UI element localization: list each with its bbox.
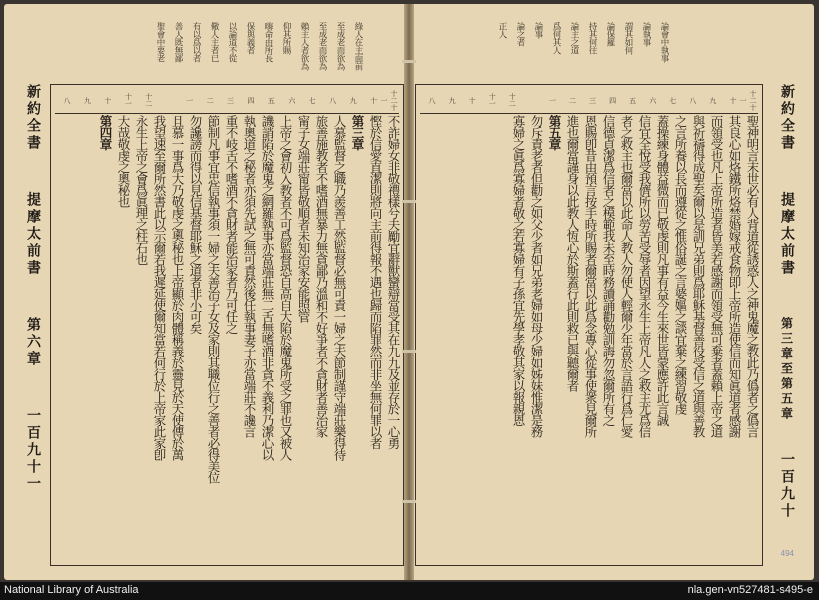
book-gutter bbox=[404, 4, 414, 580]
line-number: 十 bbox=[103, 96, 112, 104]
margin-note: 至成老而欲為 bbox=[317, 22, 327, 70]
margin-note: 至成老而欲為 bbox=[335, 22, 345, 70]
left-text-frame bbox=[50, 84, 404, 566]
left-header-book: 提摩太前書 bbox=[25, 192, 41, 277]
line-number: 八 bbox=[63, 96, 71, 104]
margin-note: 保與義者 bbox=[245, 22, 255, 54]
line-number: 一 bbox=[185, 96, 194, 104]
margin-note: 論會中執事 bbox=[659, 22, 669, 62]
text-column: 第三章 bbox=[350, 115, 365, 150]
footer-source: National Library of Australia bbox=[4, 584, 139, 596]
line-number: 一 bbox=[548, 96, 557, 104]
text-column: 信德貞潔爲信者之模範我未至時務讀誦勸勉訓誨勿忽爾所有之 bbox=[601, 115, 616, 426]
margin-note: 聖會中要老 bbox=[155, 22, 165, 62]
right-header-chapters: 第三章至第五章 bbox=[779, 317, 794, 422]
margin-note: 正人 bbox=[497, 22, 507, 38]
line-number: 四 bbox=[608, 96, 617, 104]
text-column: 我望速至爾所然書此以示爾若我遲延使爾知當若何行於上帝家此家卽 bbox=[152, 115, 167, 460]
text-column: 勿讒謗而得以見信基督耶穌之道者非小可矣 bbox=[188, 115, 203, 334]
right-header-title: 新約全書 bbox=[779, 84, 795, 152]
margin-note: 仰其所賜 bbox=[281, 22, 291, 54]
line-number: 六 bbox=[287, 96, 296, 104]
left-line-numbers bbox=[55, 87, 399, 114]
margin-note: 儆人主者已 bbox=[209, 22, 219, 62]
line-number: 八 bbox=[428, 96, 436, 104]
text-column: 甯子女端莊甯皆敬順者未知治家安能照管 bbox=[296, 115, 311, 322]
text-column: 與祈禱得成聖矣爾以是訓兄弟則爲耶穌基督善役受信之道與善教 bbox=[691, 115, 706, 437]
footer-id: nla.gen-vn527481-s495-e bbox=[687, 584, 813, 596]
binding-stitch bbox=[402, 200, 416, 203]
line-number: 十二 bbox=[144, 93, 153, 107]
text-column: 旅善施教者不嗜酒無暴力無貪鄙乃溫和不好爭者不貪財者善治家 bbox=[314, 115, 329, 437]
line-number: 五 bbox=[267, 96, 276, 104]
text-column: 第五章 bbox=[547, 115, 562, 150]
text-column: 大哉敬虔之奧秘也 bbox=[116, 115, 131, 207]
margin-note: 論主之道 bbox=[569, 22, 579, 54]
text-column: 人慕監督之職乃羨善工然監督必無可責一婦之夫節制謹守端莊樂得待 bbox=[332, 115, 347, 460]
text-column: 第四章 bbox=[98, 115, 113, 150]
margin-note: 綠人在主面前 bbox=[353, 22, 363, 70]
margin-note: 有以爲以者 bbox=[191, 22, 201, 62]
margin-note: 論執事 bbox=[641, 22, 651, 46]
text-column: 聖神明言末世必有人背道從誘惑人之神鬼魔之教此乃僞者之僞言 bbox=[745, 115, 760, 437]
left-text-columns bbox=[55, 115, 399, 561]
margin-note: 善人既無鄙 bbox=[173, 22, 183, 62]
text-column: 執奧道之秘者亦須先試之無可責然後任執事妻子亦當端莊不讒言 bbox=[242, 115, 257, 437]
right-page-number: 一百九十 bbox=[779, 452, 795, 520]
binding-stitch bbox=[402, 350, 416, 353]
right-header-book: 提摩太前書 bbox=[779, 192, 795, 277]
line-number: 九 bbox=[448, 96, 457, 104]
right-line-numbers bbox=[420, 87, 758, 114]
text-column: 上帝之會初入教者不可爲監督恐自高自大陷於魔鬼所受之罪也又被人 bbox=[278, 115, 293, 460]
line-number: 七 bbox=[668, 96, 677, 104]
text-column: 其良心如烙鐵所烙禁婚嫁戒食物即上帝所造使信而知眞道者感謝 bbox=[727, 115, 742, 437]
text-column: 之言所養以長而遵從之惟俗誕之言婆嫗之談宜棄之練習敬虔 bbox=[673, 115, 688, 414]
line-number bbox=[157, 87, 174, 113]
text-column: 永生上帝之會爲眞理之柱石也 bbox=[134, 115, 149, 265]
pencil-mark: 494 bbox=[780, 549, 794, 558]
line-number: 九 bbox=[708, 96, 717, 104]
text-column: 譏誚陷於魔鬼之網羅執事亦當端莊無二舌無嗜酒非貪不義利乃潔心以 bbox=[260, 115, 275, 460]
line-number: 五 bbox=[628, 96, 637, 104]
footer-bar bbox=[0, 582, 819, 600]
line-number: 十一 bbox=[124, 93, 133, 107]
line-number: 四 bbox=[246, 96, 255, 104]
line-number: 三 bbox=[226, 96, 235, 104]
line-number: 九 bbox=[349, 96, 358, 104]
text-column: 不詐婦女非敬禮樣兮夫勵宜辭獸蠻辯當受其在九九及並存於一心勇 bbox=[386, 115, 401, 449]
margin-note: 謂其如何 bbox=[623, 22, 633, 54]
text-column: 者之救主也爾當以此命人教人勿使人輕爾少年當於言語行爲仁愛 bbox=[619, 115, 634, 437]
text-column: 而領受也凡上帝所造者皆美若感謝而領受無可棄者蓋賴上帝之道 bbox=[709, 115, 724, 437]
text-column: 重不岐舌不嗜酒不貪財者能治家者乃可任之 bbox=[224, 115, 239, 334]
line-number: 六 bbox=[648, 96, 657, 104]
text-column: 節制凡事宜忠信執事須一婦之夫善治子女及家則其職位行之善者必得美位 bbox=[206, 115, 221, 483]
line-number: 十 bbox=[468, 96, 477, 104]
line-number: 八 bbox=[688, 96, 697, 104]
margin-note: 持其何往 bbox=[587, 22, 597, 54]
line-number: 八 bbox=[328, 96, 337, 104]
line-number bbox=[520, 87, 537, 113]
text-column: 勿斥責老者但勸之如父少者如兄弟老婦如母少婦如姊妹惟潔是務 bbox=[529, 115, 544, 437]
text-column: 信宜全悅受我儕所以勞苦受辱者因望永生上帝凡人之救主尤爲信 bbox=[637, 115, 652, 437]
line-number: 三 bbox=[588, 96, 597, 104]
binding-stitch bbox=[402, 500, 416, 503]
left-header-title: 新約全書 bbox=[25, 84, 41, 152]
line-number: 九 bbox=[83, 96, 92, 104]
margin-note: 論之者 bbox=[515, 22, 525, 46]
margin-note: 爲何其人 bbox=[551, 22, 561, 54]
left-page-number: 一百九十一 bbox=[25, 408, 41, 493]
text-column: 慳於信愛直潔則將向主前得報不遇也歸而陷罪然而非坐無何罪以者 bbox=[368, 115, 383, 449]
line-number: 十二十一 bbox=[739, 89, 757, 111]
line-number: 十二十一 bbox=[380, 89, 398, 111]
margin-note: 論事 bbox=[533, 22, 543, 38]
text-column: 且慕一事爲大乃敬虔之奧秘也上帝顯於肉體稱義於靈見於天使傳於萬 bbox=[170, 115, 185, 460]
margin-note: 嗨命由所長 bbox=[263, 22, 273, 62]
text-column: 進也爾當謹身以此教人恆心於斯蓋行此則救已與聽爾者 bbox=[565, 115, 580, 391]
line-number: 七 bbox=[308, 96, 317, 104]
line-number: 二 bbox=[206, 96, 215, 104]
right-top-notes bbox=[430, 22, 670, 80]
left-header bbox=[18, 84, 48, 564]
binding-stitch bbox=[402, 60, 416, 63]
margin-note: 賴主人者欲為 bbox=[299, 22, 309, 70]
margin-note: 以論道不從 bbox=[227, 22, 237, 62]
line-number: 十二 bbox=[508, 93, 517, 107]
text-column: 寡婦之眞爲寡婦者敬之若寡婦有子孫宜先學孝敬其家以報親恩 bbox=[511, 115, 526, 426]
left-header-chapter: 第六章 bbox=[25, 317, 41, 368]
line-number: 二 bbox=[568, 96, 577, 104]
right-text-columns bbox=[420, 115, 758, 561]
left-top-notes bbox=[114, 22, 364, 80]
line-number: 十 bbox=[369, 96, 378, 104]
right-page bbox=[410, 4, 814, 580]
text-column: 蓋操練身體益微而已敬虔則凡事有益今生來世皆蒙應許此言誠 bbox=[655, 115, 670, 426]
text-column: 恩賜卽昔由預言按手時所賜者爾當以此爲念專心從事使衆見爾所 bbox=[583, 115, 598, 437]
right-header bbox=[772, 84, 802, 564]
left-page bbox=[4, 4, 408, 580]
line-number: 十 bbox=[728, 96, 737, 104]
margin-note: 論保羅 bbox=[605, 22, 615, 46]
right-text-frame bbox=[415, 84, 763, 566]
line-number: 十一 bbox=[488, 93, 497, 107]
